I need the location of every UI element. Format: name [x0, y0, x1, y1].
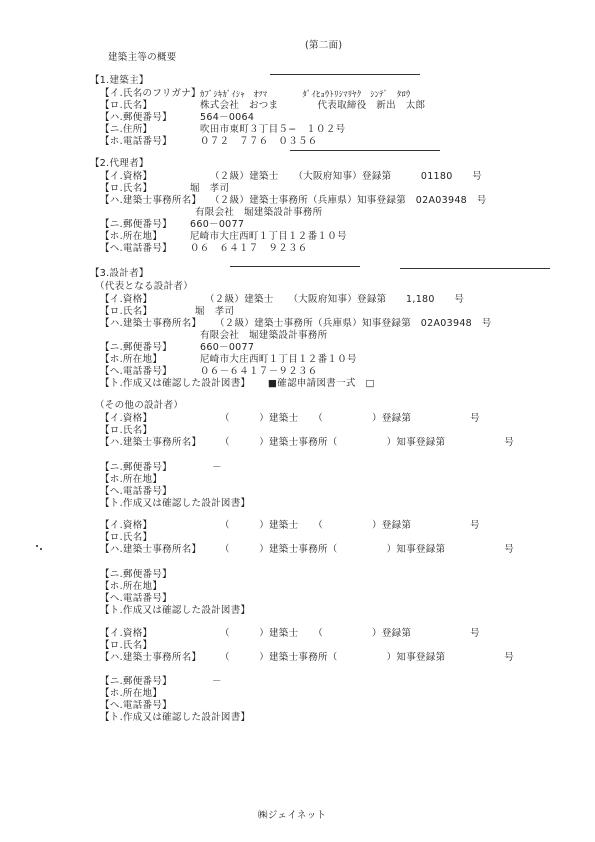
other-name-label: 【ロ.氏名】 [100, 532, 153, 543]
designer-name-value: 堀 孝司 [195, 306, 235, 317]
other-postal-label: 【ニ.郵便番号】 [100, 676, 172, 687]
designer-address-label: 【ホ.所在地】 [100, 354, 163, 365]
other-postal-label: 【ニ.郵便番号】 [100, 569, 172, 580]
owner-kana-label: 【イ.氏名のフリガナ】 [100, 88, 201, 99]
other-name-label: 【ロ.氏名】 [100, 425, 153, 436]
owner-address-value: 吹田市東町３丁目５− １０２号 [200, 124, 346, 135]
other-phone-label: 【ヘ.電話番号】 [100, 700, 172, 711]
other-name-label: 【ロ.氏名】 [100, 640, 153, 651]
agent-name-value: 堀 孝司 [190, 183, 230, 194]
other-postal-dash: － [212, 462, 222, 473]
designer-heading: 【3.設計者】 [90, 268, 149, 279]
agent-office-value: （２級）建築士事務所（兵庫県）知事登録第 02A03948 号 [210, 195, 487, 206]
scan-speck [36, 545, 38, 547]
owner-kana-value: ｶﾌﾞｼｷｶﾞｲｼｬ ｵﾂﾏ ﾀﾞｲﾋｮｳﾄﾘｼﾏﾘﾔｸ ｼﾝﾃﾞ ﾀﾛｳ [200, 90, 411, 100]
agent-qual-value: （２級）建築士 （大阪府知事）登録第 01180 号 [210, 171, 482, 182]
agent-postal-label: 【ニ.郵便番号】 [100, 219, 172, 230]
others-heading: （その他の設計者） [95, 400, 184, 411]
owner-address-label: 【ニ.住所】 [100, 124, 153, 135]
other-office-label: 【ハ.建築士事務所名】 [100, 437, 202, 448]
designer-phone-label: 【ヘ.電話番号】 [100, 366, 172, 377]
owner-postal-label: 【ハ.郵便番号】 [100, 112, 172, 123]
designer-qual-value: （２級）建築士 （大阪府知事）登録第 1,180 号 [205, 294, 465, 305]
other-phone-label: 【ヘ.電話番号】 [100, 486, 172, 497]
designer-postal-label: 【ニ.郵便番号】 [100, 342, 172, 353]
designer-docs-label: 【ト.作成又は確認した設計図書】 [100, 378, 251, 389]
rule-after-agent-a [230, 266, 360, 267]
other-qual-value: （ ）建築士 （ ）登録第 号 [220, 413, 480, 424]
rule-top [270, 74, 420, 75]
agent-name-label: 【ロ.氏名】 [100, 183, 153, 194]
other-docs-label: 【ト.作成又は確認した設計図書】 [100, 498, 251, 509]
other-qual-label: 【イ.資格】 [100, 520, 153, 531]
other-address-label: 【ホ.所在地】 [100, 474, 163, 485]
designer-office-line2: 有限会社 堀建築設計事務所 [200, 330, 328, 341]
other-postal-dash: － [212, 676, 222, 687]
other-office-value: （ ）建築士事務所（ ）知事登録第 号 [220, 544, 515, 555]
other-address-label: 【ホ.所在地】 [100, 581, 163, 592]
other-qual-label: 【イ.資格】 [100, 413, 153, 424]
agent-address-label: 【ホ.所在地】 [100, 231, 163, 242]
other-postal-label: 【ニ.郵便番号】 [100, 462, 172, 473]
other-docs-label: 【ト.作成又は確認した設計図書】 [100, 605, 251, 616]
page-number: (第二面) [305, 40, 343, 51]
agent-office-label: 【ハ.建築士事務所名】 [100, 195, 202, 206]
rule-after-owner [290, 150, 440, 151]
other-docs-label: 【ト.作成又は確認した設計図書】 [100, 712, 251, 723]
designer-qual-label: 【イ.資格】 [100, 294, 153, 305]
agent-postal-value: 660－0077 [190, 219, 245, 230]
designer-office-value: （２級）建築士事務所（兵庫県）知事登録第 02A03948 号 [215, 318, 492, 329]
designer-office-label: 【ハ.建築士事務所名】 [100, 318, 202, 329]
agent-phone-label: 【ヘ.電話番号】 [100, 243, 172, 254]
designer-address-value: 尼崎市大庄西町１丁目１２番１０号 [200, 354, 357, 365]
other-address-label: 【ホ.所在地】 [100, 688, 163, 699]
agent-address-value: 尼崎市大庄西町１丁目１２番１０号 [190, 231, 347, 242]
rule-after-agent-b [400, 268, 550, 269]
agent-phone-value: ０６ ６４１７ ９２３６ [190, 243, 308, 254]
agent-qual-label: 【イ.資格】 [100, 171, 153, 182]
other-office-value: （ ）建築士事務所（ ）知事登録第 号 [220, 652, 515, 663]
page-footer: ㈱ジェイネット [258, 810, 327, 821]
designer-name-label: 【ロ.氏名】 [100, 306, 153, 317]
designer-phone-value: ０６－６４１７－９２３６ [200, 366, 318, 377]
other-qual-value: （ ）建築士 （ ）登録第 号 [220, 520, 480, 531]
other-office-value: （ ）建築士事務所（ ）知事登録第 号 [220, 437, 515, 448]
agent-office-line2: 有限会社 堀建築設計事務所 [195, 207, 323, 218]
page-title: 建築主等の概要 [108, 52, 177, 63]
other-phone-label: 【ヘ.電話番号】 [100, 593, 172, 604]
other-qual-label: 【イ.資格】 [100, 628, 153, 639]
other-office-label: 【ハ.建築士事務所名】 [100, 652, 202, 663]
owner-phone-value: ０７２ ７７６ ０３５６ [200, 136, 318, 147]
owner-name-label: 【ロ.氏名】 [100, 100, 153, 111]
owner-heading: 【1.建築主】 [90, 75, 149, 86]
owner-name-value: 株式会社 おつま 代表取締役 新出 太郎 [200, 100, 426, 111]
scan-speck [40, 548, 42, 550]
designer-docs-value: ■確認申請図書一式 □ [268, 378, 375, 389]
owner-postal-value: 564－0064 [200, 112, 255, 123]
other-qual-value: （ ）建築士 （ ）登録第 号 [220, 628, 480, 639]
other-office-label: 【ハ.建築士事務所名】 [100, 544, 202, 555]
agent-heading: 【2.代理者】 [90, 158, 149, 169]
owner-phone-label: 【ホ.電話番号】 [100, 136, 172, 147]
designer-sub-heading: （代表となる設計者） [95, 281, 194, 292]
designer-postal-value: 660－0077 [200, 342, 255, 353]
